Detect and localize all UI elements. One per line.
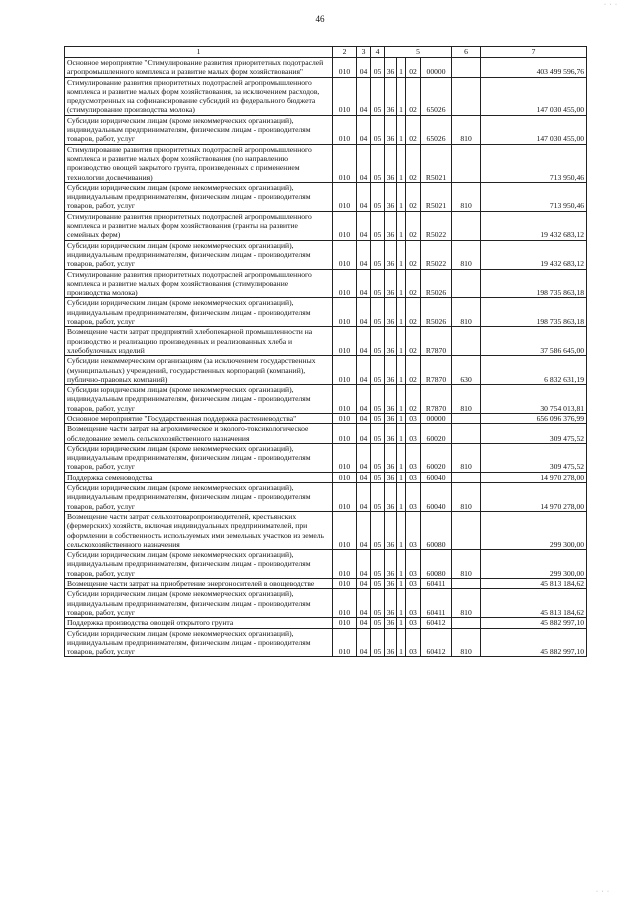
code-subprogram: 1 — [397, 240, 406, 269]
code-subsection: 05 — [371, 269, 385, 298]
code-event: 02 — [406, 327, 421, 356]
code-program: 36 — [385, 424, 397, 444]
code-subprogram: 1 — [397, 58, 406, 78]
header-col-5: 5 — [385, 47, 452, 58]
table-row — [65, 483, 587, 512]
expense-type — [452, 327, 481, 356]
table-row — [65, 77, 587, 115]
code-subsection: 05 — [371, 579, 385, 589]
code-event: 03 — [406, 618, 421, 628]
budget-table — [64, 46, 587, 657]
code-section: 04 — [357, 240, 371, 269]
row-amount: 147 030 455,00 — [481, 115, 587, 144]
code-section: 04 — [357, 443, 371, 472]
header-row — [65, 47, 587, 58]
code-subprogram: 1 — [397, 211, 406, 240]
code-direction: 65026 — [421, 115, 452, 144]
table-row — [65, 240, 587, 269]
row-amount: 713 950,46 — [481, 144, 587, 182]
code-subprogram: 1 — [397, 618, 406, 628]
table-row — [65, 298, 587, 327]
row-amount: 299 300,00 — [481, 550, 587, 579]
code-direction: 60412 — [421, 618, 452, 628]
table-row — [65, 628, 587, 657]
header-col-1: 1 — [65, 47, 333, 58]
row-amount: 45 882 997,10 — [481, 618, 587, 628]
code-event: 02 — [406, 211, 421, 240]
code-direction: R5022 — [421, 240, 452, 269]
header-col-2: 2 — [333, 47, 357, 58]
row-name: Поддержка производства овощей открытого грунта — [65, 618, 333, 628]
row-amount: 147 030 455,00 — [481, 77, 587, 115]
table-row — [65, 424, 587, 444]
code-subprogram: 1 — [397, 385, 406, 414]
code-program: 36 — [385, 550, 397, 579]
table-row — [65, 472, 587, 482]
code-section: 04 — [357, 618, 371, 628]
row-name: Основное мероприятие "Стимулирование развития приоритетных подотраслей агропромышленного комплекса и развитие малых форм хозяйствования" — [65, 58, 333, 78]
code-program: 36 — [385, 472, 397, 482]
code-direction: R5026 — [421, 269, 452, 298]
page-number: 46 — [315, 14, 325, 24]
code-section: 04 — [357, 472, 371, 482]
code-program: 36 — [385, 511, 397, 549]
expense-type: 810 — [452, 589, 481, 618]
code-admin: 010 — [333, 424, 357, 444]
code-direction: 60411 — [421, 589, 452, 618]
code-subprogram: 1 — [397, 472, 406, 482]
row-amount: 713 950,46 — [481, 182, 587, 211]
code-subprogram: 1 — [397, 424, 406, 444]
code-program: 36 — [385, 144, 397, 182]
code-program: 36 — [385, 269, 397, 298]
row-name: Субсидии юридическим лицам (кроме некоммерческих организаций), индивидуальным предпринимателям, физическим лицам - производителям товаров, работ, услуг — [65, 550, 333, 579]
row-name: Стимулирование развития приоритетных подотраслей агропромышленного комплекса и развитие малых форм хозяйствования, за исключением расходов, предусмотренных на софинансирование субсидий из федерального бюджета (стимулирование производства молока) — [65, 77, 333, 115]
table-row — [65, 356, 587, 385]
table-row — [65, 182, 587, 211]
code-direction: 60020 — [421, 443, 452, 472]
row-name: Возмещение части затрат сельхозтоваропроизводителей, крестьянских (фермерских) хозяйств, включая индивидуальных предпринимателей, при оформлении в собственность используемых ими земельных участков из земель сельскохозяйственного назначения — [65, 511, 333, 549]
code-direction: 65026 — [421, 77, 452, 115]
code-direction: R7870 — [421, 356, 452, 385]
row-name: Поддержка семеноводства — [65, 472, 333, 482]
code-admin: 010 — [333, 182, 357, 211]
code-admin: 010 — [333, 550, 357, 579]
row-amount: 45 882 997,10 — [481, 628, 587, 657]
code-subprogram: 1 — [397, 483, 406, 512]
expense-type — [452, 472, 481, 482]
code-direction: R5021 — [421, 182, 452, 211]
code-subprogram: 1 — [397, 628, 406, 657]
code-subprogram: 1 — [397, 144, 406, 182]
code-admin: 010 — [333, 58, 357, 78]
code-subsection: 05 — [371, 618, 385, 628]
code-program: 36 — [385, 385, 397, 414]
header-col-4: 4 — [371, 47, 385, 58]
expense-type — [452, 579, 481, 589]
expense-type — [452, 144, 481, 182]
code-direction: 00000 — [421, 58, 452, 78]
code-section: 04 — [357, 77, 371, 115]
code-event: 03 — [406, 628, 421, 657]
code-section: 04 — [357, 211, 371, 240]
code-program: 36 — [385, 589, 397, 618]
code-event: 03 — [406, 443, 421, 472]
code-subprogram: 1 — [397, 413, 406, 423]
code-admin: 010 — [333, 115, 357, 144]
code-subprogram: 1 — [397, 327, 406, 356]
code-section: 04 — [357, 298, 371, 327]
row-name: Субсидии некоммерческим организациям (за исключением государственных (муниципальных) учреждений, государственных корпораций (компаний), публично-правовых компаний) — [65, 356, 333, 385]
expense-type: 810 — [452, 182, 481, 211]
code-subprogram: 1 — [397, 589, 406, 618]
code-program: 36 — [385, 115, 397, 144]
row-name: Возмещение части затрат предприятий хлебопекарной промышленности на производство и реализацию произведенных и реализованных хлеба и хлебобулочных изделий — [65, 327, 333, 356]
code-section: 04 — [357, 579, 371, 589]
code-subsection: 05 — [371, 240, 385, 269]
row-name: Субсидии юридическим лицам (кроме некоммерческих организаций), индивидуальным предпринимателям, физическим лицам - производителям товаров, работ, услуг — [65, 589, 333, 618]
code-program: 36 — [385, 618, 397, 628]
code-event: 02 — [406, 77, 421, 115]
code-direction: R7870 — [421, 385, 452, 414]
code-subprogram: 1 — [397, 511, 406, 549]
code-admin: 010 — [333, 472, 357, 482]
code-section: 04 — [357, 413, 371, 423]
expense-type — [452, 58, 481, 78]
row-name: Субсидии юридическим лицам (кроме некоммерческих организаций), индивидуальным предпринимателям, физическим лицам - производителям товаров, работ, услуг — [65, 115, 333, 144]
code-section: 04 — [357, 424, 371, 444]
code-subsection: 05 — [371, 58, 385, 78]
expense-type: 810 — [452, 115, 481, 144]
code-event: 03 — [406, 511, 421, 549]
code-subsection: 05 — [371, 144, 385, 182]
code-subprogram: 1 — [397, 356, 406, 385]
expense-type — [452, 413, 481, 423]
code-subsection: 05 — [371, 483, 385, 512]
code-subsection: 05 — [371, 413, 385, 423]
code-section: 04 — [357, 589, 371, 618]
row-name: Субсидии юридическим лицам (кроме некоммерческих организаций), индивидуальным предпринимателям, физическим лицам - производителям товаров, работ, услуг — [65, 443, 333, 472]
row-name: Субсидии юридическим лицам (кроме некоммерческих организаций), индивидуальным предпринимателям, физическим лицам - производителям товаров, работ, услуг — [65, 298, 333, 327]
code-section: 04 — [357, 327, 371, 356]
code-program: 36 — [385, 240, 397, 269]
table-row — [65, 589, 587, 618]
code-program: 36 — [385, 443, 397, 472]
code-admin: 010 — [333, 269, 357, 298]
code-direction: 60412 — [421, 628, 452, 657]
row-amount: 198 735 863,18 — [481, 269, 587, 298]
code-admin: 010 — [333, 483, 357, 512]
expense-type: 810 — [452, 443, 481, 472]
code-event: 03 — [406, 550, 421, 579]
code-program: 36 — [385, 628, 397, 657]
code-section: 04 — [357, 550, 371, 579]
code-event: 02 — [406, 182, 421, 211]
code-program: 36 — [385, 211, 397, 240]
code-direction: R5021 — [421, 144, 452, 182]
budget-table-body — [65, 47, 587, 657]
header-col-6: 6 — [452, 47, 481, 58]
code-event: 02 — [406, 385, 421, 414]
table-row — [65, 269, 587, 298]
code-admin: 010 — [333, 144, 357, 182]
code-subsection: 05 — [371, 424, 385, 444]
expense-type: 810 — [452, 550, 481, 579]
code-direction: 60080 — [421, 511, 452, 549]
corner-mark-top: · · · — [604, 2, 618, 8]
row-name: Стимулирование развития приоритетных подотраслей агропромышленного комплекса и развитие малых форм хозяйствования (по направлению производство овощей закрытого грунта, произведенных с применением технологии досвечивания) — [65, 144, 333, 182]
row-amount: 198 735 863,18 — [481, 298, 587, 327]
code-admin: 010 — [333, 77, 357, 115]
code-subprogram: 1 — [397, 269, 406, 298]
code-admin: 010 — [333, 628, 357, 657]
code-section: 04 — [357, 628, 371, 657]
row-amount: 14 970 278,00 — [481, 472, 587, 482]
code-subsection: 05 — [371, 589, 385, 618]
expense-type: 810 — [452, 298, 481, 327]
code-direction: R5026 — [421, 298, 452, 327]
code-direction: 60040 — [421, 483, 452, 512]
code-event: 03 — [406, 472, 421, 482]
code-event: 03 — [406, 413, 421, 423]
code-admin: 010 — [333, 579, 357, 589]
code-event: 02 — [406, 298, 421, 327]
row-amount: 6 832 631,19 — [481, 356, 587, 385]
table-row — [65, 385, 587, 414]
code-direction: 60411 — [421, 579, 452, 589]
code-subprogram: 1 — [397, 182, 406, 211]
code-section: 04 — [357, 269, 371, 298]
row-amount: 30 754 013,81 — [481, 385, 587, 414]
code-admin: 010 — [333, 240, 357, 269]
code-subsection: 05 — [371, 472, 385, 482]
code-event: 03 — [406, 589, 421, 618]
expense-type — [452, 511, 481, 549]
code-admin: 010 — [333, 385, 357, 414]
code-event: 02 — [406, 356, 421, 385]
expense-type — [452, 77, 481, 115]
expense-type — [452, 211, 481, 240]
code-section: 04 — [357, 483, 371, 512]
code-subsection: 05 — [371, 115, 385, 144]
row-name: Возмещение части затрат на приобретение энергоносителей в овощеводстве — [65, 579, 333, 589]
code-event: 02 — [406, 115, 421, 144]
code-program: 36 — [385, 58, 397, 78]
code-subprogram: 1 — [397, 550, 406, 579]
row-name: Основное мероприятие "Государственная поддержка растениеводства" — [65, 413, 333, 423]
row-amount: 45 813 184,62 — [481, 589, 587, 618]
code-event: 02 — [406, 269, 421, 298]
expense-type: 810 — [452, 385, 481, 414]
code-admin: 010 — [333, 511, 357, 549]
row-amount: 19 432 683,12 — [481, 211, 587, 240]
header-col-3: 3 — [357, 47, 371, 58]
code-section: 04 — [357, 511, 371, 549]
row-amount: 299 300,00 — [481, 511, 587, 549]
code-direction: 60040 — [421, 472, 452, 482]
code-subsection: 05 — [371, 550, 385, 579]
code-subsection: 05 — [371, 182, 385, 211]
row-name: Субсидии юридическим лицам (кроме некоммерческих организаций), индивидуальным предпринимателям, физическим лицам - производителям товаров, работ, услуг — [65, 483, 333, 512]
table-row — [65, 443, 587, 472]
code-section: 04 — [357, 58, 371, 78]
code-section: 04 — [357, 182, 371, 211]
code-subsection: 05 — [371, 211, 385, 240]
code-admin: 010 — [333, 211, 357, 240]
code-admin: 010 — [333, 356, 357, 385]
code-subprogram: 1 — [397, 579, 406, 589]
row-amount: 45 813 184,62 — [481, 579, 587, 589]
row-name: Субсидии юридическим лицам (кроме некоммерческих организаций), индивидуальным предпринимателям, физическим лицам - производителям товаров, работ, услуг — [65, 240, 333, 269]
code-subsection: 05 — [371, 356, 385, 385]
row-amount: 309 475,52 — [481, 424, 587, 444]
corner-mark-bottom: · · · — [596, 889, 610, 895]
code-event: 03 — [406, 579, 421, 589]
code-admin: 010 — [333, 327, 357, 356]
code-program: 36 — [385, 77, 397, 115]
code-event: 03 — [406, 483, 421, 512]
row-amount: 19 432 683,12 — [481, 240, 587, 269]
code-event: 02 — [406, 240, 421, 269]
table-row — [65, 211, 587, 240]
code-direction: 00000 — [421, 413, 452, 423]
code-section: 04 — [357, 144, 371, 182]
code-program: 36 — [385, 483, 397, 512]
code-subsection: 05 — [371, 443, 385, 472]
code-subprogram: 1 — [397, 298, 406, 327]
row-name: Субсидии юридическим лицам (кроме некоммерческих организаций), индивидуальным предпринимателям, физическим лицам - производителям товаров, работ, услуг — [65, 385, 333, 414]
code-subsection: 05 — [371, 327, 385, 356]
code-subsection: 05 — [371, 385, 385, 414]
table-row — [65, 327, 587, 356]
code-section: 04 — [357, 385, 371, 414]
expense-type — [452, 618, 481, 628]
row-name: Субсидии юридическим лицам (кроме некоммерческих организаций), индивидуальным предпринимателям, физическим лицам - производителям товаров, работ, услуг — [65, 182, 333, 211]
expense-type: 810 — [452, 483, 481, 512]
code-section: 04 — [357, 356, 371, 385]
expense-type: 630 — [452, 356, 481, 385]
code-program: 36 — [385, 413, 397, 423]
expense-type: 810 — [452, 628, 481, 657]
row-amount: 14 970 278,00 — [481, 483, 587, 512]
code-subsection: 05 — [371, 628, 385, 657]
header-col-7: 7 — [481, 47, 587, 58]
row-name: Возмещение части затрат на агрохимическое и эколого-токсикологическое обследование земель сельскохозяйственного назначения — [65, 424, 333, 444]
expense-type — [452, 424, 481, 444]
row-amount: 309 475,52 — [481, 443, 587, 472]
table-row — [65, 618, 587, 628]
code-admin: 010 — [333, 413, 357, 423]
row-name: Субсидии юридическим лицам (кроме некоммерческих организаций), индивидуальным предпринимателям, физическим лицам - производителям товаров, работ, услуг — [65, 628, 333, 657]
table-row — [65, 58, 587, 78]
expense-type: 810 — [452, 240, 481, 269]
table-row — [65, 511, 587, 549]
code-direction: 60020 — [421, 424, 452, 444]
table-row — [65, 413, 587, 423]
code-admin: 010 — [333, 298, 357, 327]
code-admin: 010 — [333, 618, 357, 628]
row-name: Стимулирование развития приоритетных подотраслей агропромышленного комплекса и развитие малых форм хозяйствования (стимулирование производства молока) — [65, 269, 333, 298]
row-name: Стимулирование развития приоритетных подотраслей агропромышленного комплекса и развитие малых форм хозяйствования (гранты на развитие семейных ферм) — [65, 211, 333, 240]
code-program: 36 — [385, 298, 397, 327]
code-event: 02 — [406, 144, 421, 182]
code-admin: 010 — [333, 443, 357, 472]
code-program: 36 — [385, 579, 397, 589]
row-amount: 656 096 376,99 — [481, 413, 587, 423]
code-subprogram: 1 — [397, 77, 406, 115]
table-row — [65, 115, 587, 144]
table-row — [65, 550, 587, 579]
code-subsection: 05 — [371, 77, 385, 115]
code-event: 02 — [406, 58, 421, 78]
code-direction: R7870 — [421, 327, 452, 356]
table-row — [65, 144, 587, 182]
code-subprogram: 1 — [397, 115, 406, 144]
table-row — [65, 579, 587, 589]
code-event: 03 — [406, 424, 421, 444]
code-subsection: 05 — [371, 511, 385, 549]
code-admin: 010 — [333, 589, 357, 618]
code-subsection: 05 — [371, 298, 385, 327]
code-section: 04 — [357, 115, 371, 144]
code-direction: R5022 — [421, 211, 452, 240]
code-program: 36 — [385, 182, 397, 211]
code-direction: 60080 — [421, 550, 452, 579]
code-subprogram: 1 — [397, 443, 406, 472]
expense-type — [452, 269, 481, 298]
code-program: 36 — [385, 327, 397, 356]
row-amount: 37 586 645,00 — [481, 327, 587, 356]
code-program: 36 — [385, 356, 397, 385]
row-amount: 403 499 596,76 — [481, 58, 587, 78]
